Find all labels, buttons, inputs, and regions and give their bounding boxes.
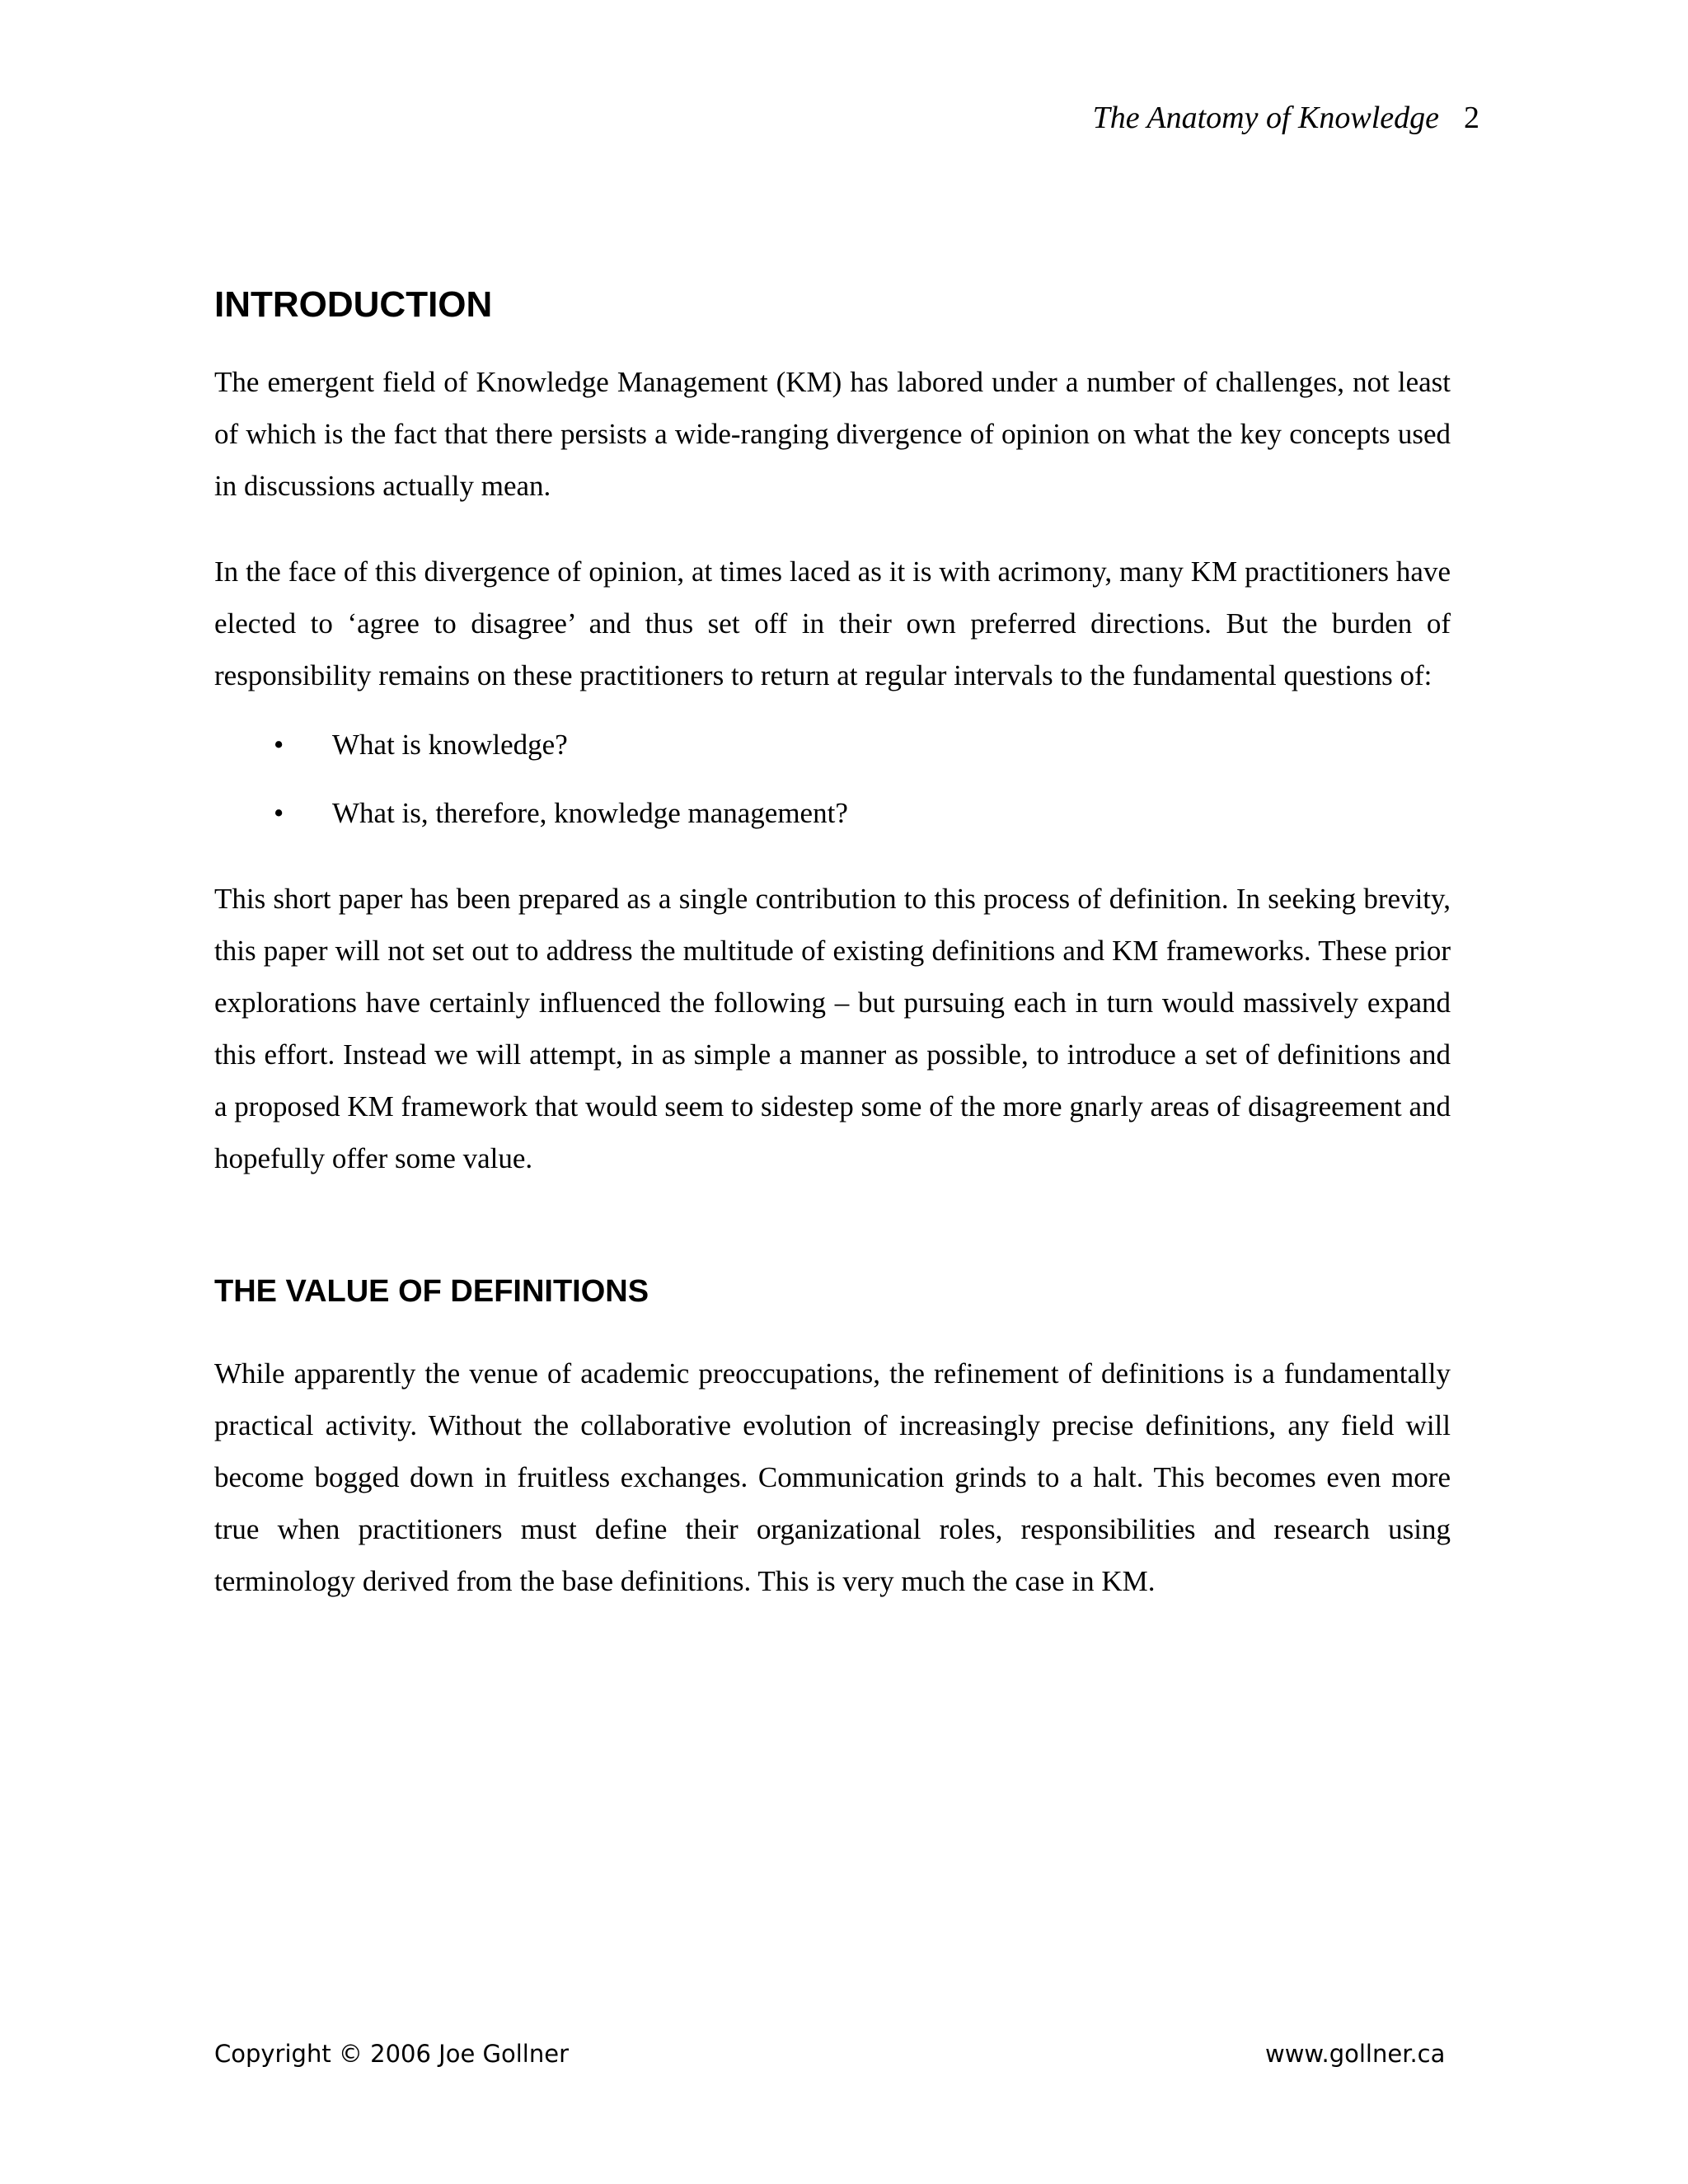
footer-website: www.gollner.ca xyxy=(1265,2040,1446,2068)
list-item xyxy=(214,787,1451,839)
value-of-definitions-paragraph-1: While apparently the venue of academic preoccupations, the refinement of definitions is a fundamentally practical activity. Without the collaborative evolution of increasingly precise definitions, any field will become bogged down in fruitless exchanges. Communication grinds to a halt. This becomes even more true when practitioners must define their organizational roles, responsibilities and research using terminology derived from the base definitions. This is very much the case in KM. xyxy=(214,1357,1451,1597)
bullet-icon: • xyxy=(274,797,284,829)
running-title: The Anatomy of Knowledge xyxy=(1092,101,1439,135)
page-number: 2 xyxy=(1464,101,1479,135)
footer-copyright: Copyright © 2006 Joe Gollner xyxy=(214,2040,569,2068)
introduction-paragraph-3: This short paper has been prepared as a single contribution to this process of definition. In seeking brevity, this paper will not set out to address the multitude of existing definitions and KM frameworks. These prior explorations have certainly influenced the following – but pursuing each in turn would massively expand this effort. Instead we will attempt, in as simple a manner as possible, to introduce a set of definitions and a proposed KM framework that would seem to sidestep some of the more gnarly areas of disagreement and hopefully offer some value. xyxy=(214,883,1451,1174)
running-header xyxy=(907,97,1479,138)
value-of-definitions-heading: THE VALUE OF DEFINITIONS xyxy=(214,1274,649,1309)
list-item xyxy=(214,719,1451,771)
introduction-heading: INTRODUCTION xyxy=(214,284,493,325)
page-content xyxy=(214,272,1451,1607)
questions-list xyxy=(214,719,1451,839)
question-text: What is, therefore, knowledge management? xyxy=(332,797,848,829)
introduction-paragraph-2: In the face of this divergence of opinion, at times laced as it is with acrimony, many KM practitioners have elected to ‘agree to disagree’ and thus set off in their own preferred directions. But the burden of responsibility remains on these practitioners to return at regular intervals to the fundamental questions of: xyxy=(214,555,1451,691)
question-text: What is knowledge? xyxy=(332,729,568,761)
introduction-paragraph-1: The emergent field of Knowledge Management (KM) has labored under a number of challenges, not least of which is the fact that there persists a wide-ranging divergence of opinion on what the key concepts used in discussions actually mean. xyxy=(214,366,1451,502)
bullet-icon: • xyxy=(274,729,284,761)
